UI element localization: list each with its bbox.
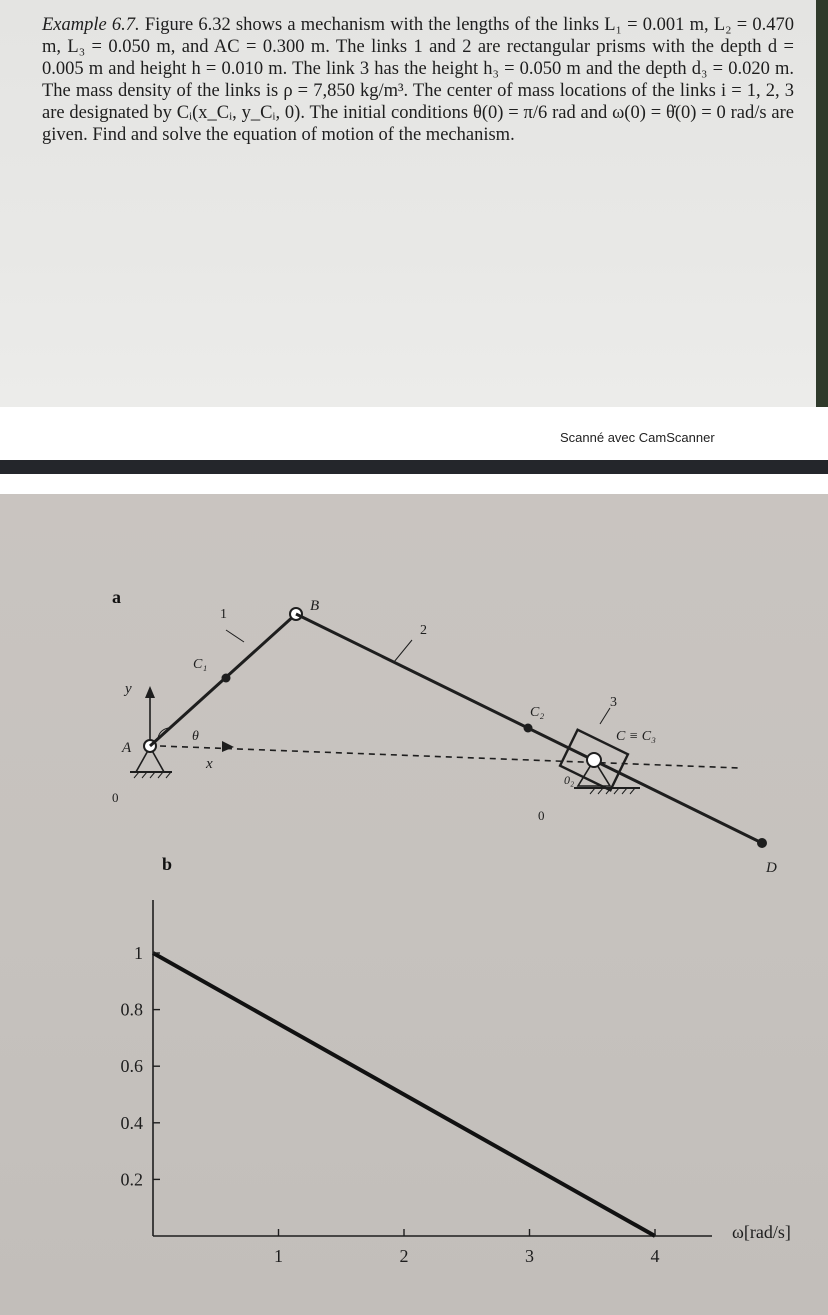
point-a-label: A: [122, 740, 132, 756]
y-tick-label: 0.2: [120, 1169, 143, 1190]
problem-body: Figure 6.32 shows a mechanism with the lengths of the links L₁ = 0.001 m, L₂ = 0.470 m, L₃ = 0.050 m, and AC = 0.300 m. The links 1 and 2 are rectangular prisms with the depth d = 0.005 m and height h = 0.010 m. The link 3 has the height h₃ = 0.050 m and the depth d₃ = 0.020 m. The mass density of the links is ρ = 7,850 kg/m³. The center of mass locations of the links i = 1, 2, 3 are designated by Cᵢ(x_Cᵢ, y_Cᵢ, 0). The initial conditions θ(0) = π/6 rad and ω(0) = θ̇(0) = 0 rad/s are given. Find and solve the equation of motion of the mechanism.: [42, 15, 794, 145]
example-title: Example 6.7.: [42, 15, 140, 35]
x-tick-label: 2: [399, 1246, 409, 1266]
x-tick-label: 3: [525, 1246, 534, 1266]
link1-leader: [226, 630, 244, 642]
y-tick-label: 0.6: [120, 1056, 143, 1077]
point-d-label: D: [766, 860, 777, 876]
end-d-point: [757, 838, 767, 848]
x-tick-label: 4: [650, 1246, 660, 1266]
chart-x-label: ω[rad/s]: [732, 1222, 791, 1242]
c2-label: C₂: [530, 705, 545, 720]
link3-label: 3: [610, 695, 617, 710]
x-axis-label: x: [206, 756, 213, 772]
link1-label: 1: [220, 607, 227, 622]
o2-label: 0₂: [564, 773, 575, 787]
link2-leader: [394, 640, 412, 662]
c1-mass-center: [222, 674, 231, 683]
y-tick-label: 1: [134, 943, 143, 963]
point-b-label: B: [310, 598, 320, 614]
y-tick-label: 0.4: [120, 1112, 143, 1133]
x-axis-dashed: [160, 746, 740, 768]
theta-label: θ: [192, 729, 199, 744]
link3-leader: [600, 708, 610, 724]
panel-b-label: b: [162, 854, 173, 874]
link2-label: 2: [420, 623, 427, 638]
origin-c-label: 0: [538, 808, 545, 823]
panel-a-label: a: [112, 587, 121, 607]
x-axis-arrow-icon: [222, 741, 234, 752]
omega-line: [153, 953, 655, 1236]
c-c3-label: C ≡ C₃: [616, 729, 656, 744]
y-axis-label: y: [125, 681, 132, 697]
mechanism-diagram: [112, 587, 777, 876]
omega-chart: [121, 854, 791, 1266]
origin-a-label: 0: [112, 790, 119, 805]
scanner-watermark: Scanné avec CamScanner: [560, 430, 715, 445]
pivot-c-joint: [587, 753, 601, 767]
y-tick-label: 0.8: [120, 999, 143, 1020]
c1-label: C₁: [193, 657, 208, 672]
y-axis-arrow-icon: [145, 686, 155, 698]
c2-mass-center: [524, 724, 533, 733]
x-tick-label: 1: [274, 1246, 283, 1266]
